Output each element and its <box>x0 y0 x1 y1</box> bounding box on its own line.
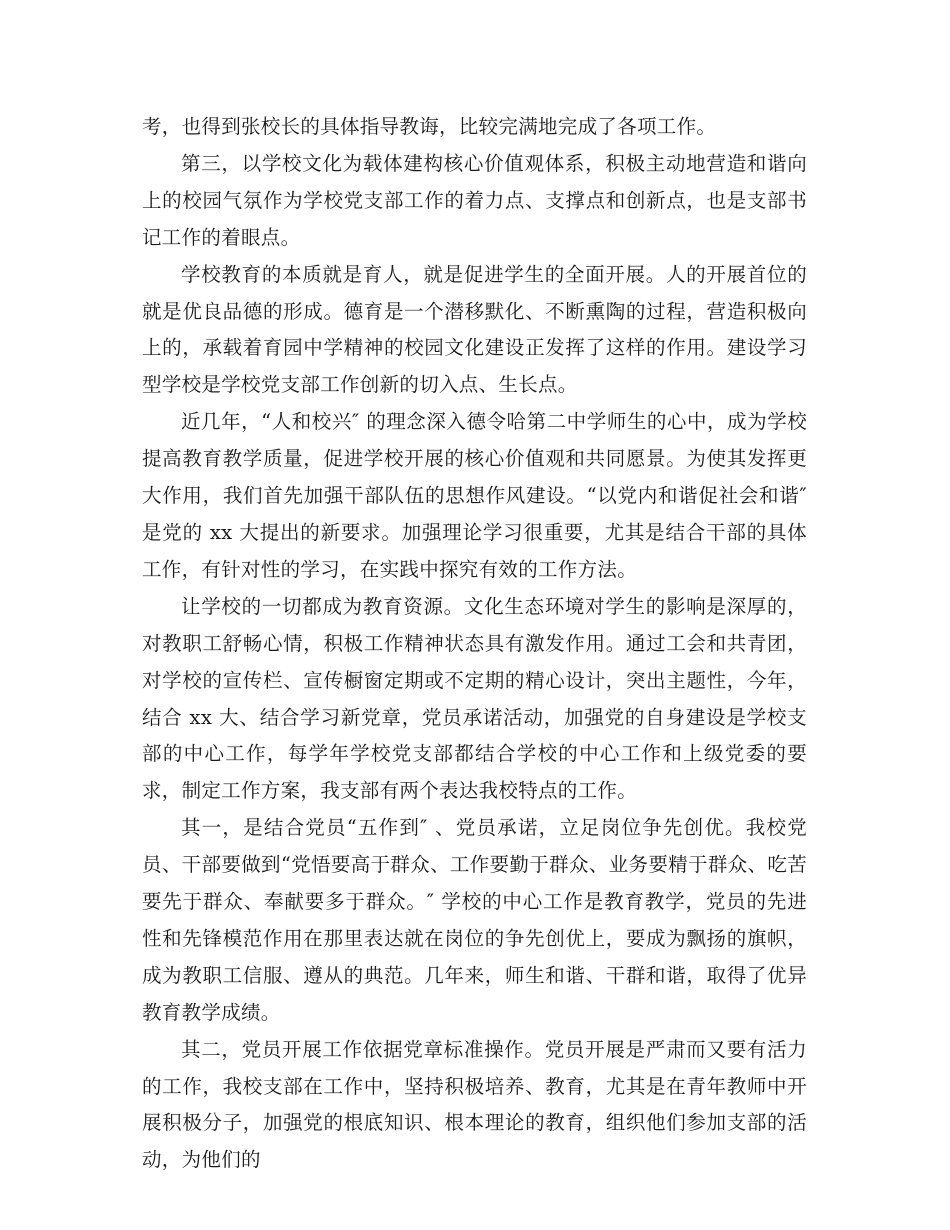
paragraph-education-essence: 学校教育的本质就是育人，就是促进学生的全面开展。人的开展首位的就是优良品德的形成。德育是一个潜移默化、不断熏陶的过程，营造积极向上的，承载着育园中学精神的校园文化建设正发挥了这样的作用。建设学习型学校是学校党支部工作创新的切入点、生长点。 <box>142 262 807 397</box>
paragraph-first-item: 其一，是结合党员“五作到″ 、党员承诺，立足岗位争先创优。我校党员、干部要做到“党悟要高于群众、工作要勤于群众、业务要精于群众、吃苦要先于群众、奉献要多于群众。″ 学校的中心工作是教育教学，党员的先进性和先锋模范作用在那里表达就在岗位的争先创优上，要成为飘扬的旗帜，成为教职工信服、遵从的典范。几年来，师生和谐、干群和谐，取得了优异教育教学成绩。 <box>142 816 807 1024</box>
paragraph-third-point: 第三，以学校文化为载体建构核心价值观体系，积极主动地营造和谐向上的校园气氛作为学校党支部工作的着力点、支撑点和创新点，也是支部书记工作的着眼点。 <box>142 151 807 249</box>
paragraph-recent-years: 近几年，“人和校兴″ 的理念深入德令哈第二中学师生的心中，成为学校提高教育教学质量，促进学校开展的核心价值观和共同愿景。为使其发挥更大作用，我们首先加强干部队伍的思想作风建设。“以党内和谐促社会和谐″ 是党的 xx 大提出的新要求。加强理论学习很重要，尤其是结合干部的具体工作，有针对性的学习，在实践中探究有效的工作方法。 <box>142 410 807 581</box>
document-body <box>142 109 807 1179</box>
paragraph-second-item: 其二，党员开展工作依据党章标准操作。党员开展是严肃而又要有活力的工作，我校支部在工作中，坚持积极培养、教育，尤其是在青年教师中开展积极分子，加强党的根底知识、根本理论的教育，组织他们参加支部的活动，为他们的 <box>142 1037 807 1172</box>
paragraph-continuation: 考，也得到张校长的具体指导教诲，比较完满地完成了各项工作。 <box>142 115 717 138</box>
paragraph-education-resources: 让学校的一切都成为教育资源。文化生态环境对学生的影响是深厚的，对教职工舒畅心情，积极工作精神状态具有激发作用。通过工会和共青团，对学校的宣传栏、宣传橱窗定期或不定期的精心设计，突出主题性，今年，结合 xx 大、结合学习新党章，党员承诺活动，加强党的自身建设是学校支部的中心工作，每学年学校党支部都结合学校的中心工作和上级党委的要求，制定工作方案，我支部有两个表达我校特点的工作。 <box>142 594 807 803</box>
